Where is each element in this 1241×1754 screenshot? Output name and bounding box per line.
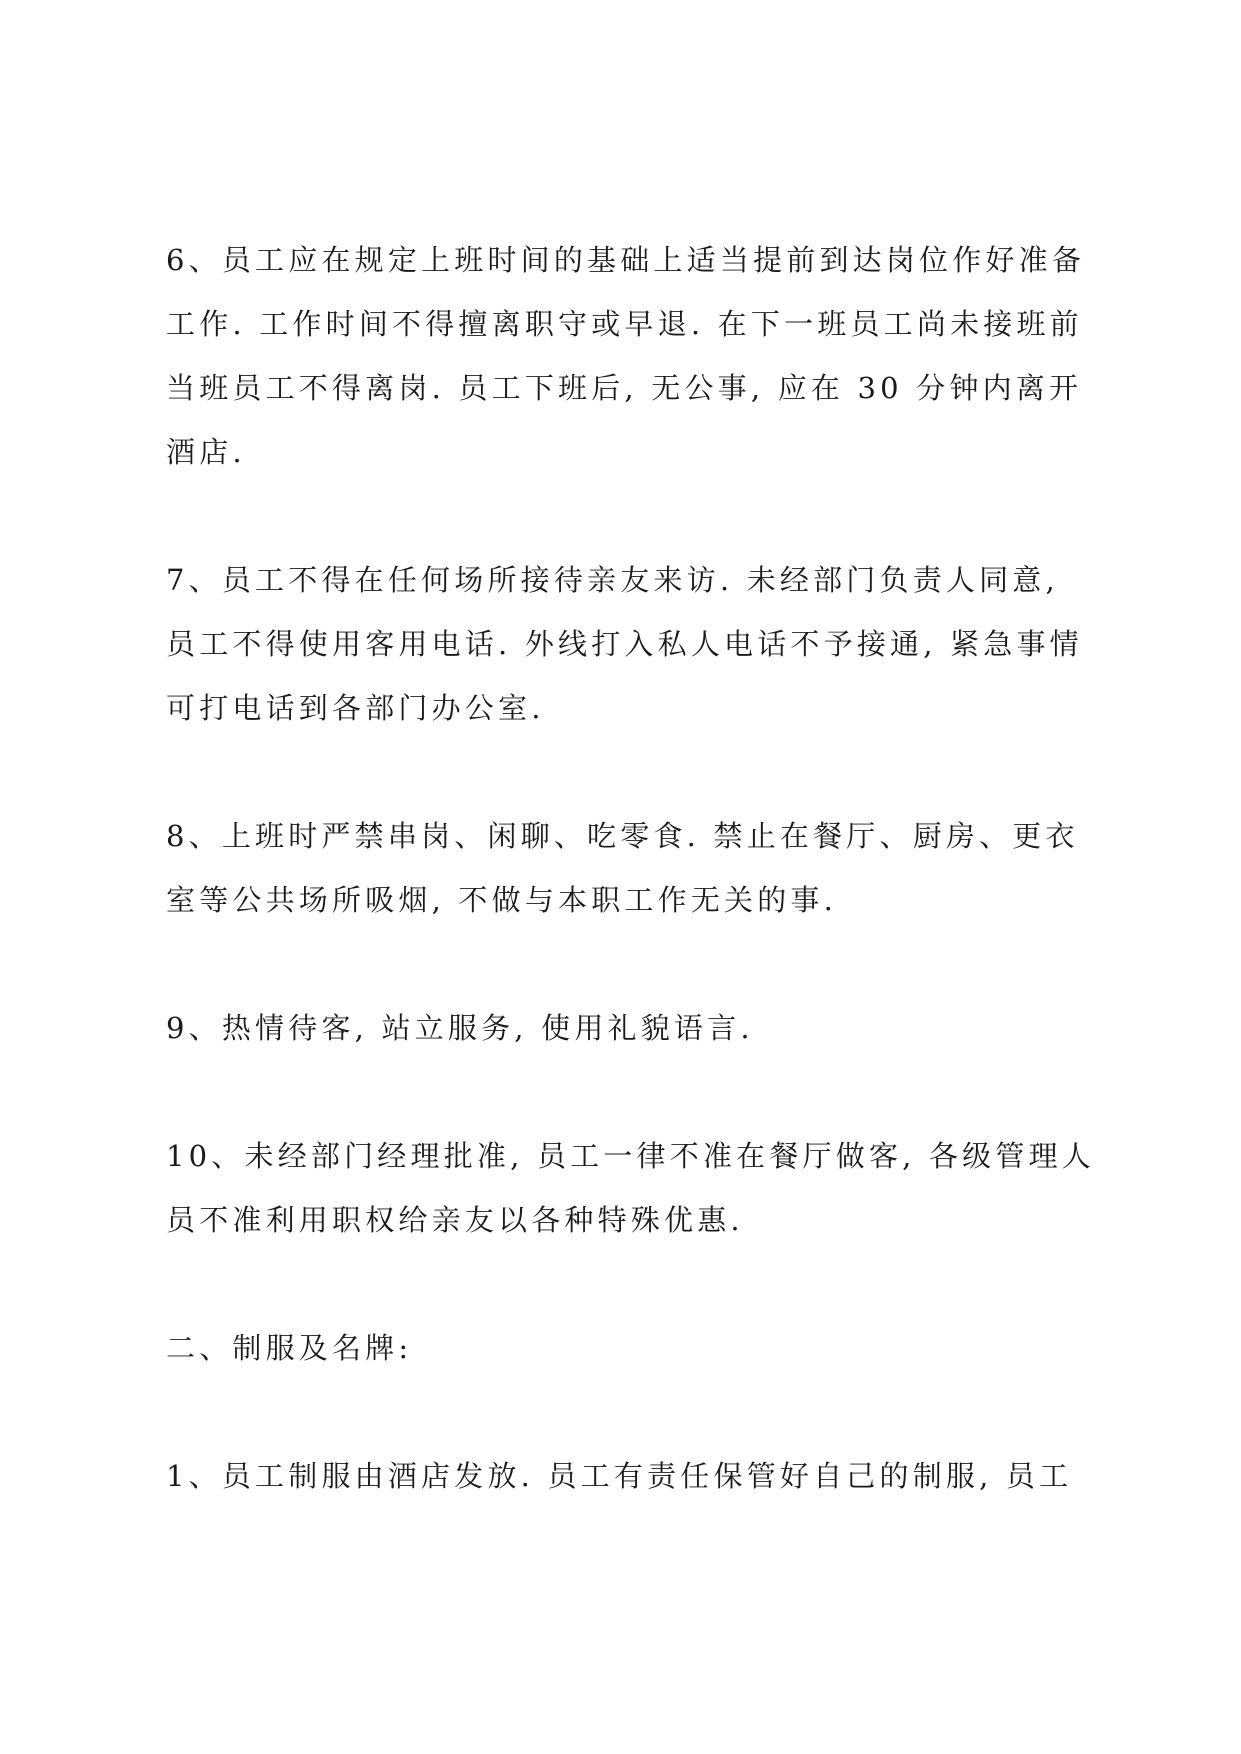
text-line: 7、员工不得在任何场所接待亲友来访. 未经部门负责人同意, [166,563,1059,597]
section-heading-uniform [166,1316,1096,1380]
paragraph-rule-8 [166,804,1096,932]
paragraph-spacer [166,1380,1096,1444]
paragraph-rule-7 [166,548,1096,740]
text-line: 8、上班时严禁串岗、闲聊、吃零食. 禁止在餐厅、厨房、更衣 [166,819,1079,853]
paragraph-rule-10 [166,1124,1096,1252]
paragraph-spacer [166,740,1096,804]
paragraph-rule-6 [166,228,1096,484]
text-line: 可打电话到各部门办公室. [166,691,545,725]
paragraph-rule-9 [166,996,1096,1060]
paragraph-uniform-rule-1 [166,1444,1096,1508]
paragraph-spacer [166,1060,1096,1124]
paragraph-spacer [166,1252,1096,1316]
text-line: 当班员工不得离岗. 员工下班后, 无公事, 应在 30 分钟内离开 [166,371,1083,405]
paragraph-spacer [166,484,1096,548]
document-body [166,228,1096,1508]
text-line: 酒店. [166,435,246,469]
text-line: 10、未经部门经理批准, 员工一律不准在餐厅做客, 各级管理人 [166,1139,1095,1173]
text-line: 工作. 工作时间不得擅离职守或早退. 在下一班员工尚未接班前 [166,307,1083,341]
section-heading: 二、制服及名牌: [166,1331,413,1365]
text-line: 1、员工制服由酒店发放. 员工有责任保管好自己的制服, 员工 [166,1459,1073,1493]
text-line: 9、热情待客, 站立服务, 使用礼貌语言. [166,1011,754,1045]
text-line: 员工不得使用客用电话. 外线打入私人电话不予接通, 紧急事情 [166,627,1083,661]
text-line: 室等公共场所吸烟, 不做与本职工作无关的事. [166,883,838,917]
text-line: 6、员工应在规定上班时间的基础上适当提前到达岗位作好准备 [166,243,1086,277]
text-line: 员不准利用职权给亲友以各种特殊优惠. [166,1203,744,1237]
paragraph-spacer [166,932,1096,996]
